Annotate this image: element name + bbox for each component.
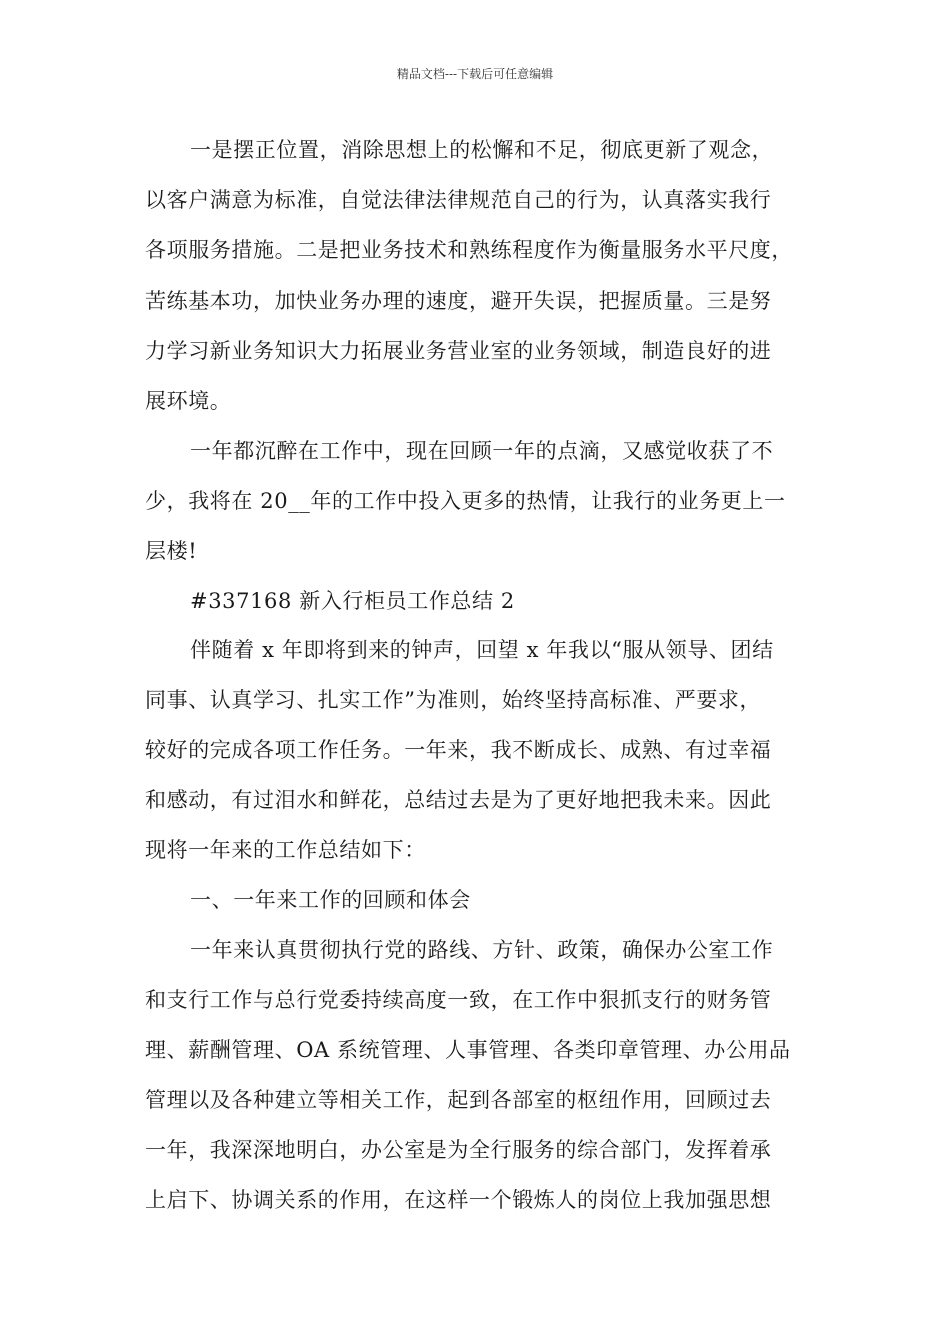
text-line: 层楼! (145, 539, 198, 563)
text-line: 同事、认真学习、扎实工作”为准则，始终坚持高标准、严要求， (145, 688, 762, 712)
text-line: 展环境。 (145, 389, 232, 413)
text-line: 现将一年来的工作总结如下： (145, 838, 426, 862)
text-line: 理、薪酬管理、OA 系统管理、人事管理、各类印章管理、办公用品 (145, 1038, 791, 1062)
text-line: 和感动，有过泪水和鲜花，总结过去是为了更好地把我未来。因此 (145, 788, 772, 812)
page-header: 精品文档---下载后可任意编辑 (396, 67, 554, 81)
text-line: 少，我将在 20__年的工作中投入更多的热情，让我行的业务更上一 (145, 489, 786, 513)
text-line: 较好的完成各项工作任务。一年来，我不断成长、成熟、有过幸福 (145, 738, 772, 762)
text-line: 各项服务措施。二是把业务技术和熟练程度作为衡量服务水平尺度， (145, 238, 793, 262)
text-line: 上启下、协调关系的作用，在这样一个锻炼人的岗位上我加强思想 (145, 1188, 772, 1212)
text-line: 伴随着 x 年即将到来的钟声，回望 x 年我以“服从领导、团结 (190, 638, 774, 662)
text-line: 一年来认真贯彻执行党的路线、方针、政策，确保办公室工作 (190, 938, 774, 962)
subsection-heading: 一、一年来工作的回顾和体会 (190, 888, 471, 912)
text-line: 一年，我深深地明白，办公室是为全行服务的综合部门，发挥着承 (145, 1138, 772, 1162)
text-line: 一是摆正位置，消除思想上的松懈和不足，彻底更新了观念， (190, 138, 774, 162)
text-line: 一年都沉醉在工作中，现在回顾一年的点滴，又感觉收获了不 (190, 439, 774, 463)
text-line: 力学习新业务知识大力拓展业务营业室的业务领域，制造良好的进 (145, 339, 772, 363)
text-line: 和支行工作与总行党委持续高度一致，在工作中狠抓支行的财务管 (145, 988, 772, 1012)
text-line: 苦练基本功，加快业务办理的速度，避开失误，把握质量。三是努 (145, 289, 772, 313)
text-line: 管理以及各种建立等相关工作，起到各部室的枢纽作用，回顾过去 (145, 1088, 772, 1112)
text-line: 以客户满意为标准，自觉法律法律规范自己的行为，认真落实我行 (145, 188, 772, 212)
section-heading: #337168 新入行柜员工作总结 2 (190, 589, 515, 613)
